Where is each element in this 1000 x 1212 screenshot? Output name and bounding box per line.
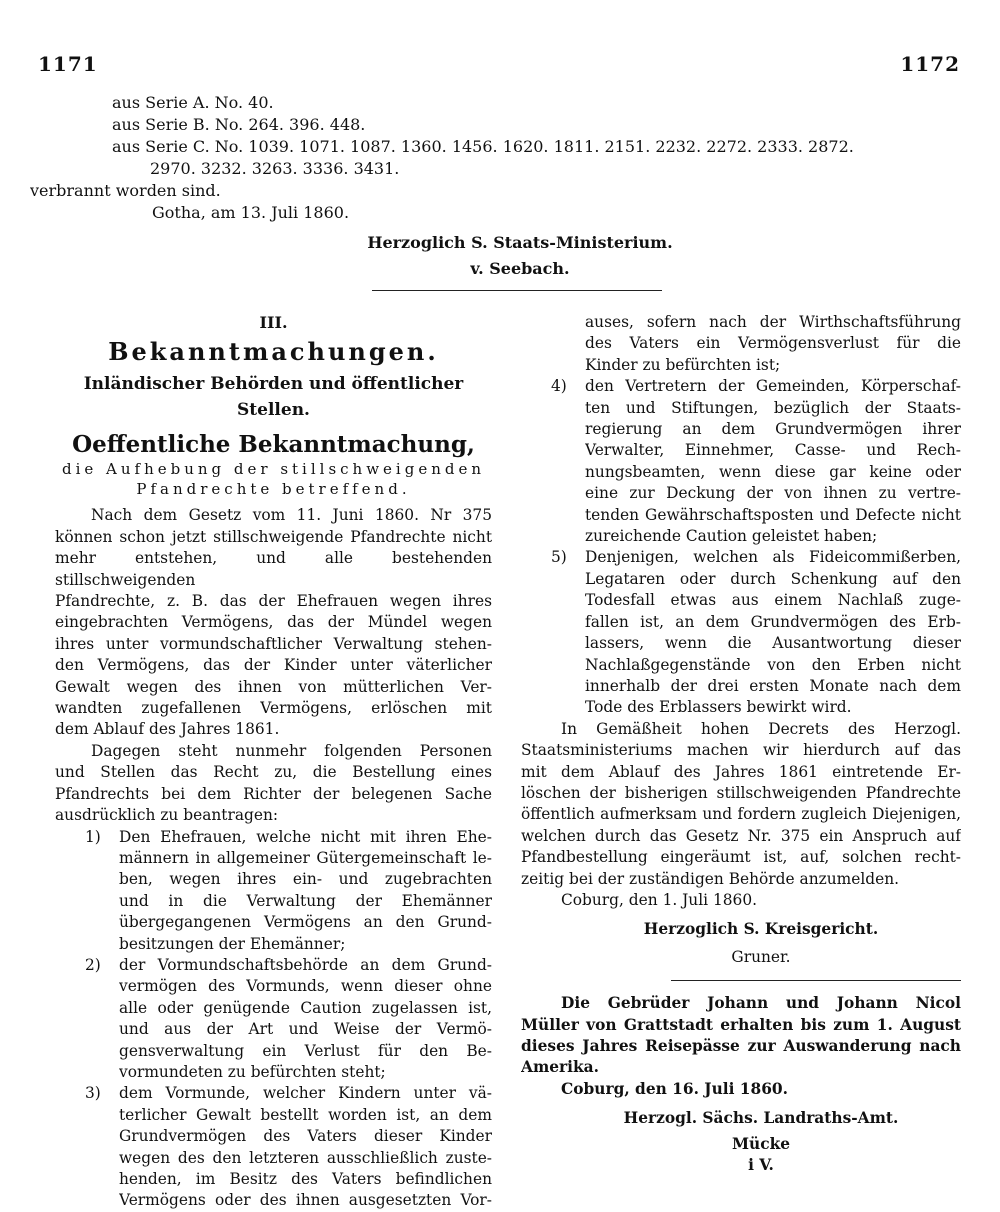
serie-a-line: aus Serie A. No. 40. bbox=[112, 93, 274, 112]
notice-title: Oeffentliche Bekanntmachung, bbox=[72, 431, 475, 459]
text-line: Grundvermögen des Vaters dieser Kinder bbox=[119, 1127, 492, 1146]
text-line: auses, sofern nach der Wirthschaftsführung bbox=[585, 313, 961, 331]
text-line: Müller von Grattstadt erhalten bis zum 1. August bbox=[521, 1015, 961, 1034]
text-line: männern in allgemeiner Gütergemeinschaft le- bbox=[119, 848, 492, 867]
place-date-2: Coburg, den 16. Juli 1860. bbox=[561, 1079, 789, 1098]
text-line: Vermögens oder des ihnen ausgesetzten Vor- bbox=[119, 1191, 492, 1210]
paragraph-1 bbox=[55, 505, 492, 740]
place-date-1: Coburg, den 1. Juli 1860. bbox=[561, 890, 758, 909]
notice-subtitle-line-1: die Aufhebung der stillschweigenden bbox=[61, 460, 485, 479]
text-line: Todesfall etwas aus einem Nachlaß zuge- bbox=[585, 591, 961, 610]
signature-organization-2: Herzogl. Sächs. Landraths-Amt. bbox=[623, 1109, 899, 1128]
text-line: ausdrücklich zu beantragen: bbox=[55, 806, 279, 825]
text-line: Kinder zu befürchten ist; bbox=[585, 355, 781, 374]
text-line: Nachlaßgegenstände von den Erben nicht bbox=[585, 655, 961, 674]
list-item-number: 5) bbox=[551, 548, 567, 567]
item-3-continuation bbox=[585, 312, 961, 376]
list-item-number: 4) bbox=[551, 377, 567, 396]
text-line: ten und Stiftungen, bezüglich der Staats- bbox=[585, 398, 961, 417]
text-line: Gewalt wegen des ihnen von mütterlichen Ver- bbox=[55, 677, 492, 696]
text-line: lassers, wenn die Ausantwortung dieser bbox=[585, 634, 961, 653]
text-line: In Gemäßheit hohen Decrets des Herzogl. bbox=[561, 719, 961, 738]
serie-b-line: aus Serie B. No. 264. 396. 448. bbox=[112, 115, 366, 134]
text-line: Tode des Erblassers bewirkt wird. bbox=[585, 698, 852, 717]
text-line: übergegangenen Vermögens an den Grund- bbox=[119, 913, 492, 932]
text-line: besitzungen der Ehemänner; bbox=[119, 934, 346, 953]
text-line: zeitig bei der zuständigen Behörde anzumelden. bbox=[521, 869, 900, 888]
text-line: mit dem Ablauf des Jahres 1861 eintretende Er- bbox=[521, 762, 961, 781]
serie-c-line-cont: 2970. 3232. 3263. 3336. 3431. bbox=[150, 159, 400, 178]
text-line: Nach dem Gesetz vom 11. Juni 1860. Nr 375 bbox=[91, 506, 492, 525]
signature-name-2b: i V. bbox=[748, 1156, 774, 1175]
left-column bbox=[55, 312, 492, 1212]
serie-c-line: aus Serie C. No. 1039. 1071. 1087. 1360. 1456. 1620. 1811. 2151. 2232. 2272. 2333. 2872. bbox=[112, 137, 854, 156]
text-line: terlicher Gewalt bestellt worden ist, an dem bbox=[119, 1105, 492, 1124]
text-line: der Vormundschaftsbehörde an dem Grund- bbox=[119, 955, 492, 974]
text-line: ihres unter vormundschaftlicher Verwaltung stehen- bbox=[55, 634, 492, 653]
text-line: können schon jetzt stillschweigende Pfandrechte nicht bbox=[55, 527, 492, 546]
text-line: Amerika. bbox=[521, 1058, 599, 1077]
text-line: dieses Jahres Reisepässe zur Auswanderung nach bbox=[521, 1037, 961, 1055]
signature-organization: Herzoglich S. Staats-Ministerium. bbox=[367, 233, 673, 252]
text-line: regierung an dem Grundvermögen ihrer bbox=[585, 420, 961, 439]
text-line: mehr entstehen, und alle bestehenden stillschweigenden bbox=[55, 549, 492, 589]
page-number-left: 1171 bbox=[38, 52, 98, 76]
text-line: nungsbeamten, wenn diese gar keine oder bbox=[585, 462, 961, 481]
text-line: löschen der bisherigen stillschweigenden Pfandrechte bbox=[521, 783, 961, 802]
notice-2 bbox=[521, 993, 961, 1079]
top-block bbox=[30, 92, 970, 280]
signature-name-1: Gruner. bbox=[731, 947, 791, 966]
list-item bbox=[85, 1083, 492, 1211]
text-line: wandten zugefallenen Vermögens, erlöschen mit bbox=[55, 699, 492, 718]
text-line: vermögen des Vormunds, wenn dieser ohne bbox=[119, 977, 492, 996]
section-number: III. bbox=[259, 313, 288, 332]
text-line: Dagegen steht nunmehr folgenden Personen bbox=[91, 741, 492, 760]
text-line: Verwalter, Einnehmer, Casse- und Rech- bbox=[585, 441, 961, 460]
text-line: Den Ehefrauen, welche nicht mit ihren Ehe- bbox=[119, 827, 492, 846]
text-line: tenden Gewährschaftsposten und Defecte nicht bbox=[585, 505, 961, 524]
text-line: zureichende Caution geleistet haben; bbox=[585, 527, 878, 546]
text-line: henden, im Besitz des Vaters befindlichen bbox=[119, 1170, 492, 1188]
text-line: gensverwaltung ein Verlust für den Be- bbox=[119, 1041, 492, 1060]
text-line: den Vertretern der Gemeinden, Körperschaf- bbox=[585, 377, 961, 396]
list-item bbox=[85, 955, 492, 1083]
text-line: und aus der Art und Weise der Vermö- bbox=[119, 1020, 492, 1039]
text-line: Pfandrechte, z. B. das der Ehefrauen wegen ihres bbox=[55, 592, 492, 611]
text-line: alle oder genügende Caution zugelassen ist, bbox=[119, 998, 492, 1017]
text-line: und Stellen das Recht zu, die Bestellung eines bbox=[55, 763, 492, 782]
text-line: Denjenigen, welchen als Fideicommißerben, bbox=[585, 548, 961, 567]
list-item bbox=[85, 827, 492, 955]
text-line: des Vaters ein Vermögensverlust für die bbox=[585, 334, 961, 353]
text-line: welchen durch das Gesetz Nr. 375 ein Anspruch auf bbox=[521, 826, 961, 845]
text-line: Pfandrechts bei dem Richter der belegenen Sache bbox=[55, 784, 492, 803]
text-line: eine zur Deckung der von ihnen zu vertre- bbox=[585, 484, 961, 503]
signature-name: v. Seebach. bbox=[470, 259, 570, 278]
text-line: fallen ist, an dem Grundvermögen des Erb- bbox=[585, 612, 961, 631]
list-item bbox=[551, 547, 961, 718]
place-date: Gotha, am 13. Juli 1860. bbox=[152, 203, 350, 222]
text-line: Die Gebrüder Johann und Johann Nicol bbox=[561, 994, 961, 1013]
section-subtitle: Inländischer Behörden und öffentlicher Stellen. bbox=[83, 374, 464, 421]
divider-rule bbox=[372, 290, 662, 291]
right-column bbox=[521, 312, 961, 1176]
list-item bbox=[551, 376, 961, 547]
divider-rule-2 bbox=[671, 980, 961, 981]
text-line: Legataren oder durch Schenkung auf den bbox=[585, 569, 961, 588]
paragraph-3 bbox=[521, 719, 961, 890]
text-line: und in die Verwaltung der Ehemänner bbox=[119, 891, 492, 910]
text-line: den Vermögens, das der Kinder unter väterlicher bbox=[55, 656, 492, 675]
text-line: eingebrachten Vermögens, das der Mündel wegen bbox=[55, 613, 492, 632]
burned-line: verbrannt worden sind. bbox=[30, 181, 221, 200]
page-number-right: 1172 bbox=[900, 52, 960, 76]
signature-organization-1: Herzoglich S. Kreisgericht. bbox=[643, 920, 879, 939]
list-item-number: 1) bbox=[85, 827, 101, 846]
section-title: Bekanntmachungen. bbox=[108, 337, 439, 367]
text-line: Pfandbestellung eingeräumt ist, auf, solchen recht- bbox=[521, 848, 961, 867]
text-line: dem Ablauf des Jahres 1861. bbox=[55, 720, 280, 739]
text-line: öffentlich aufmerksam und fordern zugleich Diejenigen, bbox=[521, 805, 961, 824]
text-line: vormundeten zu befürchten steht; bbox=[119, 1062, 386, 1081]
signature-name-2a: Mücke bbox=[731, 1134, 791, 1153]
text-line: ben, wegen ihres ein- und zugebrachten bbox=[119, 870, 492, 889]
list-item-number: 3) bbox=[85, 1084, 101, 1103]
paragraph-2 bbox=[55, 741, 492, 827]
text-line: wegen des den letzteren ausschließlich zuste- bbox=[119, 1148, 492, 1167]
list-item-number: 2) bbox=[85, 955, 101, 974]
text-line: Staatsministeriums machen wir hierdurch auf das bbox=[521, 741, 961, 760]
notice-subtitle-line-2: Pfandrechte betreffend. bbox=[136, 480, 411, 499]
text-line: innerhalb der drei ersten Monate nach dem bbox=[585, 676, 961, 695]
text-line: dem Vormunde, welcher Kindern unter vä- bbox=[119, 1084, 492, 1103]
